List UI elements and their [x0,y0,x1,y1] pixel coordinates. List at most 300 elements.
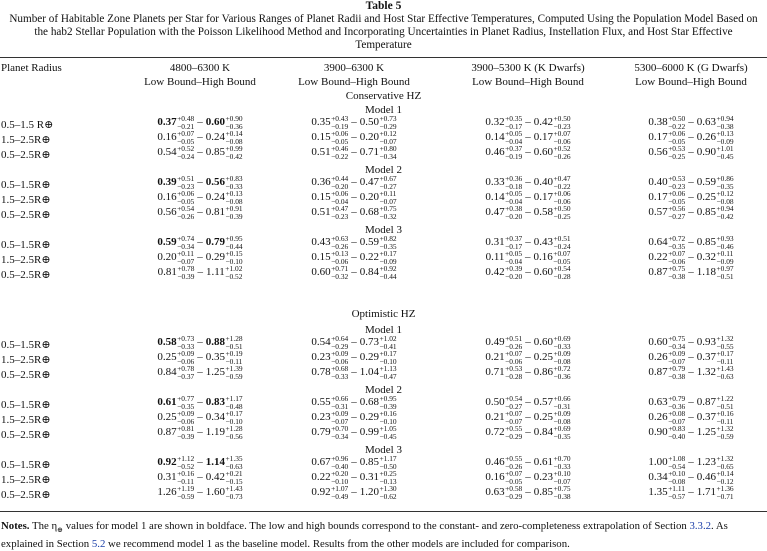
high-minus: −0.10 [225,416,243,426]
cell-value [648,130,733,145]
high-minus: −0.45 [716,151,734,161]
high-bound-errors [554,145,571,160]
cell-value [311,145,396,160]
table-cell [485,190,570,205]
high-bound: 0.50 [359,116,379,129]
high-bound-errors [226,250,243,265]
low-plus: +0.47 [331,204,349,213]
low-minus: −0.07 [505,416,523,426]
row-label: 1.5–2.5R⊕ [1,474,51,486]
table-cell [157,250,242,265]
high-bound: 0.68 [359,206,379,219]
high-minus: −0.07 [379,136,397,146]
cell-value [157,410,242,425]
high-bound: 0.56 [205,176,225,189]
model-title: Model 3 [365,224,402,236]
high-bound: 0.46 [696,471,716,484]
low-plus: +1.11 [668,484,685,493]
low-plus: +0.81 [177,424,195,433]
table-cell [311,190,396,205]
range-separator: – [351,206,357,219]
range-separator: – [688,336,694,349]
high-minus: −0.47 [379,371,397,381]
col-header-planet-radius: Planet Radius [1,62,62,74]
low-plus: +0.73 [177,334,195,343]
section-title-1: Optimistic HZ [351,308,416,320]
low-bound: 0.60 [311,266,331,279]
low-bound-errors [177,395,194,410]
range-separator: – [525,426,531,439]
high-plus: +1.01 [716,144,734,153]
high-bound: 0.68 [359,396,379,409]
high-plus: +0.50 [553,114,571,123]
high-minus: −0.51 [716,401,734,411]
low-bound-errors [668,265,685,280]
low-bound: 0.21 [485,411,505,424]
low-minus: −0.40 [668,431,686,441]
low-minus: −0.07 [331,416,349,426]
low-plus: +1.08 [668,454,686,463]
high-minus: −0.35 [716,181,734,191]
low-bound-errors [177,470,194,485]
high-minus: −0.08 [716,196,734,206]
low-minus: −0.49 [331,491,349,501]
range-separator: – [688,116,694,129]
range-separator: – [688,471,694,484]
cell-value [311,470,396,485]
table-cell [648,175,733,190]
low-plus: +0.54 [177,204,195,213]
low-minus: −0.06 [331,256,349,266]
high-bound-errors [554,365,571,380]
cell-value [157,250,242,265]
high-bound: 0.47 [359,176,379,189]
low-plus: +0.71 [331,264,349,273]
table-cell [648,455,733,470]
low-bound: 0.92 [311,486,331,499]
low-bound: 0.34 [648,471,668,484]
row-label: 0.5–2.5R⊕ [1,269,51,281]
low-plus: +0.11 [177,249,194,258]
high-bound-errors [226,455,243,470]
high-plus: +0.66 [553,394,571,403]
low-bound-errors [505,175,522,190]
low-bound: 0.35 [311,116,331,129]
cell-value [157,145,242,160]
high-bound-errors [380,265,397,280]
high-bound: 1.32 [696,366,716,379]
high-minus: −0.55 [716,341,734,351]
range-separator: – [525,471,531,484]
high-minus: −0.32 [379,211,397,221]
high-plus: +0.86 [716,174,734,183]
low-bound-errors [331,485,348,500]
high-minus: −0.35 [379,241,397,251]
low-bound-errors [505,470,522,485]
low-bound-errors [177,190,194,205]
high-bound-errors [717,395,734,410]
bottom-rule [0,511,767,512]
high-bound-errors [717,205,734,220]
range-separator: – [197,336,203,349]
table-cell [648,410,733,425]
low-bound-errors [331,115,348,130]
high-bound-errors [380,455,397,470]
low-bound: 0.56 [648,146,668,159]
low-bound-errors [331,145,348,160]
table-cell [157,425,242,440]
high-bound-errors [380,175,397,190]
low-plus: +0.75 [668,334,686,343]
col-header-g-dwarfs: 5300–6000 K (G Dwarfs) [634,62,748,74]
low-bound-errors [177,410,194,425]
table-cell [485,265,570,280]
low-minus: −0.10 [331,476,349,486]
range-separator: – [197,396,203,409]
low-bound-errors [505,350,522,365]
model-title: Model 1 [365,324,402,336]
cell-value [311,365,396,380]
low-plus: +0.09 [177,349,195,358]
cell-value [648,205,733,220]
high-plus: +0.09 [553,349,571,358]
cell-value [311,130,396,145]
high-bound-errors [380,425,397,440]
low-bound: 0.14 [485,131,505,144]
high-minus: −0.33 [553,341,571,351]
high-plus: +0.92 [379,264,397,273]
high-plus: +0.47 [553,174,571,183]
high-plus: +1.43 [225,484,243,493]
low-minus: −0.17 [505,121,523,131]
high-bound-errors [554,410,571,425]
range-separator: – [351,176,357,189]
high-bound: 0.63 [696,116,716,129]
range-separator: – [688,456,694,469]
range-separator: – [197,486,203,499]
high-plus: +1.32 [716,424,734,433]
row-label: 1.5–2.5R⊕ [1,414,51,426]
range-separator: – [197,146,203,159]
table-cell [648,265,733,280]
high-minus: −0.11 [225,356,243,366]
table-cell [311,175,396,190]
low-bound: 0.87 [648,266,668,279]
table-cell [311,425,396,440]
low-minus: −0.34 [668,341,686,351]
high-plus: +0.80 [379,144,397,153]
low-bound: 0.22 [648,251,668,264]
low-bound-errors [331,190,348,205]
low-minus: −0.34 [177,241,195,251]
cell-value [157,365,242,380]
low-plus: +0.64 [331,334,349,343]
high-bound-errors [554,455,571,470]
low-bound-errors [668,455,685,470]
high-plus: +0.16 [716,409,734,418]
low-bound: 0.33 [485,176,505,189]
range-separator: – [197,366,203,379]
high-bound: 0.71 [359,146,379,159]
high-bound: 0.85 [359,456,379,469]
high-bound-errors [717,190,734,205]
range-separator: – [197,456,203,469]
low-bound: 0.20 [157,251,177,264]
col-subheader-4: Low Bound–High Bound [635,76,747,88]
high-plus: +0.70 [553,454,571,463]
low-plus: +0.63 [331,234,349,243]
top-rule [0,57,767,58]
model-title: Model 3 [365,444,402,456]
high-plus: +0.19 [225,349,243,358]
high-bound-errors [717,145,734,160]
high-bound: 0.23 [533,471,553,484]
table-cell [485,175,570,190]
low-bound-errors [505,335,522,350]
high-minus: −0.44 [225,241,243,251]
high-bound: 0.59 [359,236,379,249]
table-cell [311,205,396,220]
high-minus: −0.36 [553,371,571,381]
low-bound-errors [505,115,522,130]
low-minus: −0.29 [505,431,523,441]
high-plus: +1.28 [225,424,243,433]
low-minus: −0.07 [668,356,686,366]
low-bound-errors [668,115,685,130]
row-label: 1.5–2.5R⊕ [1,194,51,206]
row-label: 0.5–1.5R⊕ [1,339,51,351]
low-plus: +0.72 [668,234,686,243]
low-bound: 0.31 [157,471,177,484]
low-bound: 0.64 [648,236,668,249]
cell-value [311,455,396,470]
low-bound-errors [505,410,522,425]
high-bound-errors [554,350,571,365]
notes-label: Notes. [1,520,30,532]
high-bound-errors [717,470,734,485]
low-minus: −0.04 [504,256,523,266]
range-separator: – [351,191,357,204]
low-bound: 0.37 [157,116,177,129]
low-bound: 0.22 [311,471,331,484]
low-bound: 1.35 [648,486,668,499]
high-bound-errors [226,235,243,250]
high-minus: −0.48 [225,401,243,411]
low-bound-errors [505,235,522,250]
low-bound-errors [505,205,522,220]
low-bound-errors [331,395,348,410]
table-cell [157,455,242,470]
low-minus: −0.26 [505,341,523,351]
high-minus: −0.10 [225,256,243,266]
high-minus: −0.08 [225,196,243,206]
high-plus: +0.50 [553,204,571,213]
row-label: 0.5–2.5R⊕ [1,149,51,161]
high-bound-errors [554,485,571,500]
range-separator: – [525,236,531,249]
high-bound-errors [226,115,243,130]
high-plus: +0.07 [553,129,571,138]
low-plus: +0.75 [668,264,686,273]
high-plus: +1.35 [225,454,243,463]
high-minus: −0.33 [553,461,571,471]
low-bound: 1.00 [648,456,668,469]
low-bound: 0.54 [157,146,177,159]
high-minus: −0.62 [379,491,397,501]
low-plus: +0.54 [505,394,523,403]
low-plus: +0.09 [177,409,195,418]
table-cell [648,205,733,220]
low-bound: 0.58 [157,336,177,349]
high-minus: −0.08 [553,356,571,366]
high-plus: +0.11 [716,249,734,258]
high-bound-errors [380,335,397,350]
low-minus: −0.38 [668,371,686,381]
low-minus: −0.26 [177,211,195,221]
low-bound-errors [331,250,348,265]
cell-value [648,425,733,440]
low-bound-errors [668,250,685,265]
high-minus: −0.33 [225,181,243,191]
low-bound-errors [331,175,348,190]
high-bound: 0.25 [696,191,716,204]
row-label: 0.5–2.5R⊕ [1,369,51,381]
high-minus: −0.52 [225,271,243,281]
cell-value [648,190,733,205]
high-bound-errors [380,350,397,365]
low-minus: −0.34 [331,431,349,441]
high-bound-errors [226,395,243,410]
high-bound: 1.25 [205,366,225,379]
high-bound: 0.22 [359,251,379,264]
cell-value [485,350,570,365]
high-bound-errors [717,335,734,350]
high-plus: +0.75 [379,204,397,213]
low-bound-errors [331,350,348,365]
row-label: 0.5–1.5R⊕ [1,459,51,471]
table-cell [311,410,396,425]
low-plus: +0.55 [505,424,523,433]
low-plus: +0.51 [177,174,195,183]
high-plus: +0.67 [379,174,397,183]
high-bound-errors [380,395,397,410]
low-plus: +0.56 [668,204,686,213]
range-separator: – [688,176,694,189]
low-bound: 0.51 [311,146,331,159]
low-minus: −0.23 [668,181,686,191]
high-bound: 0.20 [359,191,379,204]
high-plus: +0.93 [716,234,734,243]
table-cell [485,145,570,160]
range-separator: – [351,426,357,439]
cell-value [157,350,242,365]
row-label: 0.5–1.5 R⊕ [1,119,54,131]
range-separator: – [351,411,357,424]
low-bound-errors [505,455,522,470]
high-bound-errors [554,425,571,440]
cell-value [485,470,570,485]
high-minus: −0.46 [716,241,734,251]
range-separator: – [525,411,531,424]
low-bound-errors [177,455,194,470]
high-bound: 0.26 [696,131,716,144]
high-plus: +0.10 [553,469,571,478]
section-link-3-3-2[interactable]: 3.3.2 [689,520,712,532]
high-bound: 0.86 [533,366,553,379]
range-separator: – [197,236,203,249]
low-minus: −0.57 [668,491,686,501]
table-cell [485,455,570,470]
high-bound-errors [380,470,397,485]
range-separator: – [525,266,531,279]
low-plus: +0.37 [505,234,523,243]
high-bound: 0.61 [533,456,553,469]
range-separator: – [351,366,357,379]
table-cell [311,250,396,265]
low-bound-errors [668,335,685,350]
cell-value [311,410,396,425]
table-cell [485,365,570,380]
low-bound-errors [177,250,194,265]
low-bound-errors [505,130,522,145]
row-label: 0.5–1.5R⊕ [1,399,51,411]
high-plus: +0.52 [553,144,571,153]
high-plus: +0.25 [379,469,397,478]
high-bound-errors [717,455,734,470]
cell-value [158,265,243,280]
low-minus: −0.22 [331,151,349,161]
low-minus: −0.38 [668,271,686,281]
table-cell [311,350,396,365]
high-minus: −0.38 [553,491,571,501]
range-separator: – [525,146,531,159]
low-minus: −0.04 [505,196,523,206]
col-subheader-3: Low Bound–High Bound [472,76,584,88]
cell-value [485,395,570,410]
low-minus: −0.29 [331,341,349,351]
low-plus: +0.38 [505,204,523,213]
cell-value [648,265,733,280]
low-plus: +0.10 [668,469,686,478]
low-bound-errors [331,470,348,485]
table-cell [648,485,733,500]
low-bound-errors [505,485,522,500]
range-separator: – [688,146,694,159]
table-cell [311,265,396,280]
low-bound-errors [505,250,522,265]
range-separator: – [197,426,203,439]
cell-value [311,350,396,365]
cell-value [485,130,570,145]
high-bound: 0.29 [205,251,225,264]
cell-value [157,205,242,220]
high-bound: 0.17 [533,191,553,204]
cell-value [311,235,396,250]
high-bound: 0.85 [533,486,553,499]
high-plus: +1.43 [716,364,734,373]
low-bound: 0.21 [485,351,505,364]
table-cell [486,250,571,265]
range-separator: – [688,251,694,264]
high-bound: 0.31 [359,471,379,484]
high-minus: −0.08 [225,136,243,146]
range-separator: – [525,351,531,364]
low-bound: 0.36 [311,176,331,189]
range-separator: – [525,251,531,264]
range-separator: – [525,366,531,379]
high-bound: 0.37 [696,411,716,424]
section-link-5-2[interactable]: 5.2 [91,537,106,550]
